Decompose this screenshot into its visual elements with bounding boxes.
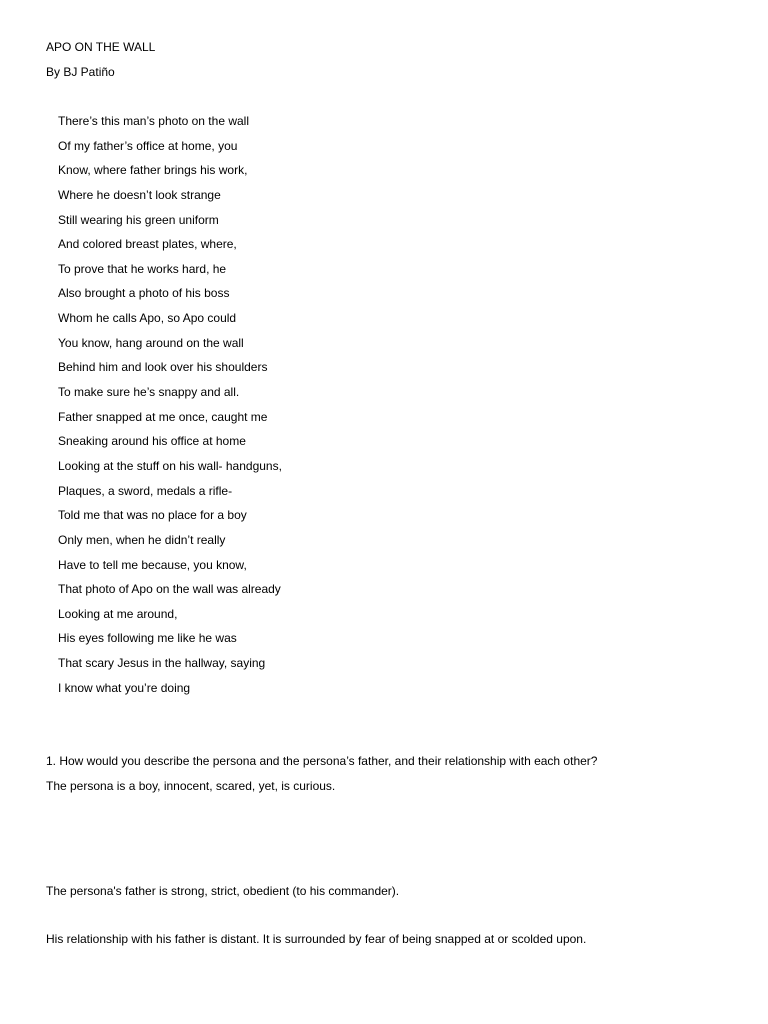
answer-persona: The persona is a boy, innocent, scared, yet, is curious.: [46, 779, 336, 793]
poem-title: APO ON THE WALL: [46, 40, 156, 54]
poem-line: Sneaking around his office at home: [58, 434, 246, 449]
poem-line: That photo of Apo on the wall was already: [58, 582, 281, 597]
poem-line: Of my father’s office at home, you: [58, 138, 238, 153]
poem-line: You know, hang around on the wall: [58, 335, 244, 350]
poem-line: There’s this man’s photo on the wall: [58, 114, 249, 128]
poem-line: That scary Jesus in the hallway, saying: [58, 656, 266, 671]
poem-line: I know what you’re doing: [58, 680, 191, 695]
poem-line: To make sure he’s snappy and all.: [58, 385, 240, 400]
answer-father: The persona's father is strong, strict, obedient (to his commander).: [46, 884, 400, 898]
poem-line: His eyes following me like he was: [58, 631, 237, 646]
question-1: 1. How would you describe the persona and the persona’s father, and their relationship with each other?: [46, 754, 598, 768]
answer-relationship: His relationship with his father is distant. It is surrounded by fear of being snapped at or scolded upon.: [46, 932, 587, 946]
poem-line: Father snapped at me once, caught me: [58, 409, 268, 424]
poem-line: Have to tell me because, you know,: [58, 557, 247, 572]
poem-author: By BJ Patiño: [46, 65, 115, 79]
poem-line: Still wearing his green uniform: [58, 212, 219, 227]
poem-line: Where he doesn’t look strange: [58, 187, 221, 202]
poem-line: Know, where father brings his work,: [58, 163, 248, 178]
poem-body: [58, 113, 282, 704]
poem-line: Also brought a photo of his boss: [58, 286, 230, 301]
poem-line: Told me that was no place for a boy: [58, 508, 247, 523]
poem-line: And colored breast plates, where,: [58, 237, 237, 252]
poem-line: Whom he calls Apo, so Apo could: [58, 311, 237, 326]
poem-line: Plaques, a sword, medals a rifle-: [58, 483, 233, 498]
poem-line: Looking at the stuff on his wall- handguns,: [58, 458, 282, 473]
poem-line: To prove that he works hard, he: [58, 261, 227, 276]
poem-line: Behind him and look over his shoulders: [58, 360, 268, 375]
poem-line: Looking at me around,: [58, 606, 178, 621]
poem-line: Only men, when he didn’t really: [58, 532, 226, 547]
